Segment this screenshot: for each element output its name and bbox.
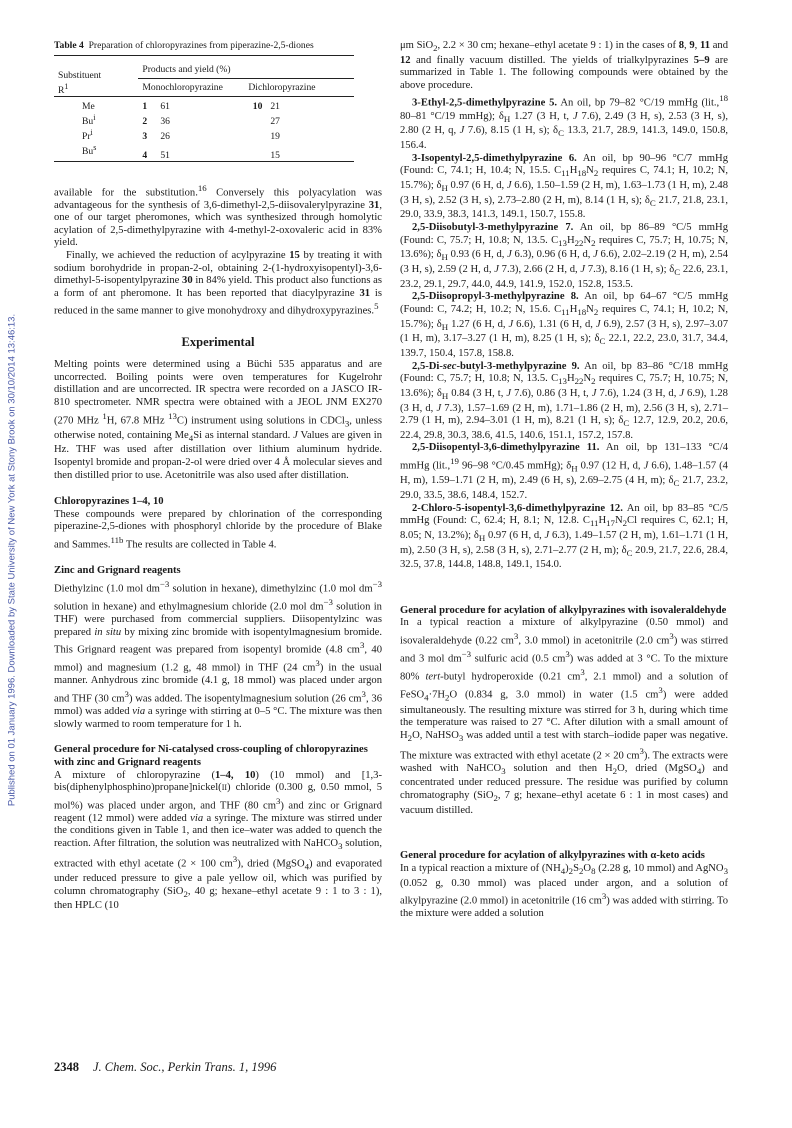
subheading-zinc-grignard: Zinc and Grignard reagents bbox=[54, 565, 181, 577]
paragraph: μm SiO$_2$, 2.2 × 30 cm; hexane–ethyl acetate 9 : 1) in the cases of 8, 9, 11 and 12 and finally vacuum distilled. The yields of trialkylpyrazines 5–9 are summarized in Table 1. The following compounds were obtained by the above procedure. bbox=[400, 40, 729, 91]
paragraph: In a typical reaction a mixture of $(NH_4)_2S_2O_8$ (2.28 g, 10 mmol) and AgNO$_3$ (0.052 g, 0.30 mmol) was placed under argon, and a solution of alkylpyrazine (2.0 mmol) in acetonitrile (16 $cm^3$) was added with stirring. To the mixture were added a solution bbox=[400, 862, 728, 920]
compound-entry: 2,5-Diisopentyl-3,6-dimethylpyrazine 11. An oil, bp 131–133 °C/4 mmHg (lit.,$^{19}$ 96–98 °C/0.45 mmHg); $\delta_H$ 0.97 (12 H, d, J 6.6), 1.48–1.57 (4 H, m), 1.59–1.71 (2 H, m), 2.49 (6 H, s), 2.69–2.75 (4 H, m); $\delta_C$ 21.7, 23.2, 29.0, 33.5, 38.6, 148.4, 152.7. bbox=[400, 442, 729, 501]
subheading-acylation-isovaleraldehyde: General procedure for acylation of alkylpyrazines with isovaleraldehyde bbox=[400, 604, 727, 616]
paragraph: A mixture of chloropyrazine (1–4, 10) (10 mmol) and [1,3-bis(diphenylphosphino)propane]nickel(II) chloride (0.300 g, 0.50 mmol, 5 mol%) was placed under argon, and THF (80 $cm^3$) and zinc or Grignard reagent (12 mmol) were added via a syringe. The mixture was stirred under the conditions given in Table 1, and then ice–water was added to quench the reaction. After filtration, the solution was neutralized with NaHCO$_3$ solution, extracted with ethyl acetate (2 × 100 $cm^3$), dried (MgSO$_4$) and evaporated under reduced pressure to give a pale yellow oil, which was purified by column chromatography (SiO$_2$, 40 g; hexane–ethyl acetate 9 : 1 to 3 : 1), then HPLC (10 bbox=[54, 769, 383, 912]
compound-entry: 3-Isopentyl-2,5-dimethylpyrazine 6. An oil, bp 90–96 °C/7 mmHg (Found: C, 74.1; H, 10.4; N, 15.5. $C_{11}H_{18}N_2$ requires C, 74.1; H, 10.2; N, 15.7%); $\delta_H$ 0.97 (6 H, d, J 6.6), 1.50–1.59 (2 H, m), 1.63–1.73 (1 H, m), 2.48 (3 H, s), 2.52 (3 H, s), 2.73–2.80 (2 H, m), 8.14 (1 H, s); $\delta_C$ 21.7, 21.8, 23.1, 29.0, 33.9, 38.3, 141.3, 149.1, 150.7, 155.8. bbox=[400, 152, 728, 221]
compound-entry: 2,5-Diisobutyl-3-methylpyrazine 7. An oil, bp 86–89 °C/5 mmHg (Found: C, 75.7; H, 10.8; N, 13.5. $C_{13}H_{22}N_2$ requires C, 75.7; H, 10.75; N, 13.6%); $\delta_H$ 0.93 (6 H, d, J 6.3), 0.96 (6 H, d, J 6.6), 2.02–2.19 (2 H, m), 2.54 (3 H, s), 2.59 (2 H, d, J 7.3), 2.66 (2 H, d, J 7.3), 8.16 (1 H, s); $\delta_C$ 22.6, 23.1, 23.2, 29.1, 29.7, 44.0, 44.9, 141.9, 152.0, 152.8, 153.5. bbox=[400, 221, 728, 290]
download-note: Published on 01 January 1996. Downloaded by State University of New York at Stony Brook on 30/10/2014 13:46:13. bbox=[6, 313, 18, 807]
col-header-products: Products and yield (%) bbox=[138, 60, 354, 79]
compound-entry: 2,5-Diisopropyl-3-methylpyrazine 8. An oil, bp 64–67 °C/5 mmHg (Found: C, 74.2; H, 10.2; N, 15.6. $C_{11}H_{18}N_2$ requires C, 74.1; H, 10.2; N, 15.7%); $\delta_H$ 1.27 (6 H, d, J 6.6), 1.31 (6 H, d, J 6.9), 2.57 (3 H, s), 2.97–3.07 (1 H, m), 3.17–3.27 (1 H, m), 8.25 (1 H, s); $\delta_C$ 22.1, 22.2, 23.0, 31.7, 34.4, 139.7, 150.4, 157.8, 158.8. bbox=[400, 291, 728, 359]
table-row: Pr$^i$ 3 26 19 bbox=[82, 128, 280, 143]
paragraph: Melting points were determined using a Büchi 535 apparatus and are uncorrected. Boiling points were oven temperatures for Kugelrohr distillation and are uncorrected. IR spectra were recorded on a JASCO IR-810 spectrometer. NMR spectra were obtained with a JEOL JNM EX270 (270 MHz $^1$H, 67.8 MHz $^{13}$C) instrument using solutions in CDCl$_3$, unless otherwise noted, containing $Me_4Si$ as internal standard. J Values are given in Hz. THF was used after distillation over lithium aluminum hydride. Isopentyl bromide and propan-2-ol were dried over 4 Å molecular sieves and then distilled prior to use. Acetonitrile was also used after distillation. bbox=[54, 359, 382, 481]
compound-entry: 2,5-Di-sec-butyl-3-methylpyrazine 9. An oil, bp 83–86 °C/18 mmHg (Found: C, 75.7; H, 10.8; N, 13.5. $C_{13}H_{22}N_2$ requires C, 75.7; H, 10.75; N, 13.6%); $\delta_H$ 0.84 (3 H, t, J 7.6), 0.86 (3 H, t, J 7.6), 1.24 (3 H, d, J 6.9), 1.28 (3 H, d, J 7.3), 1.57–1.69 (2 H, m), 1.71–1.86 (2 H, m), 2.56 (3 H, s), 2.71–2.79 (1 H, m), 2.94–3.01 (1 H, m), 8.21 (1 H, s); $\delta_C$ 12.7, 12.9, 20.2, 20.6, 22.4, 29.8, 30.3, 38.6, 41.5, 140.6, 151.1, 157.2, 157.8. bbox=[400, 360, 729, 441]
table-row: Bu$^s$ 4 51 15 bbox=[82, 143, 280, 161]
table-top-rule bbox=[54, 55, 354, 56]
page-footer bbox=[54, 1060, 276, 1075]
subheading-acylation-keto-acids: General procedure for acylation of alkylpyrazines with α-keto acids bbox=[400, 850, 705, 862]
col-header-mono: Monochloropyrazine bbox=[142, 82, 223, 93]
compound-entry: 2-Chloro-5-isopentyl-3,6-dimethylpyrazine 12. An oil, bp 83–85 °C/5 mmHg (Found: C, 62.4; H, 8.1; N, 12.8. $C_{11}H_{17}N_2Cl$ requires C, 62.1; H, 8.05; N, 13.2%); $\delta_H$ 0.97 (6 H, d, J 6.3), 1.49–1.57 (2 H, m), 1.61–1.71 (1 H, m), 2.50 (3 H, s), 2.58 (3 H, s), 2.71–2.77 (2 H, m); $\delta_C$ 20.9, 21.7, 22.6, 28.4, 32.5, 37.8, 144.8, 148.8, 149.1, 154.0. bbox=[400, 502, 728, 571]
table-title: Preparation of chloropyrazines from piperazine-2,5-diones bbox=[88, 40, 314, 51]
paragraph: Finally, we achieved the reduction of acylpyrazine 15 by treating it with sodium borohydride in propan-2-ol, obtaining 2-(1-hydroxyisopentyl)-3,6-dimethyl-5-isopentylpyrazine 30 in 84% yield. This product also functions as a form of ant pheromone. It has been reported that diacylpyrazine 31 is reduced in the same manner to give monohydroxy and dihydroxypyrazines.$^5$ bbox=[54, 250, 383, 317]
table-4: Substituent $R^1$ Products and yield (%) Monochloropyrazine Dichloropyrazine Me 1 61 10 21 Bu$^i$ 2 36 27 Pr$^i$ 3 26 19 Bu$^s$ 4 51 15 bbox=[54, 60, 354, 161]
col-header-substituent: Substituent bbox=[58, 69, 102, 81]
col-header-di: Dichloropyrazine bbox=[248, 82, 316, 93]
journal-citation: J. Chem. Soc., Perkin Trans. 1, 1996 bbox=[93, 1060, 277, 1074]
col-header-r: R bbox=[58, 85, 65, 96]
section-heading-experimental: Experimental bbox=[181, 334, 255, 349]
page-number: 2348 bbox=[54, 1060, 79, 1074]
subheading-ni-coupling: General procedure for Ni-catalysed cross-coupling of chloropyrazines with zinc and Grignard reagents bbox=[54, 744, 368, 768]
subheading-chloropyrazines: Chloropyrazines 1–4, 10 bbox=[54, 496, 164, 508]
paragraph: These compounds were prepared by chlorination of the corresponding piperazine-2,5-diones with phosphoryl chloride by the procedure of Blake and Sammes.$^{11b}$ The results are collected in Table 4. bbox=[54, 508, 382, 551]
paragraph: available for the substitution.$^{16}$ Conversely this polyacylation was advantageous for the synthesis of 3,6-dimethyl-2,5-diisovalerylpyrazine 31, one of our target pheromones, which was synthesized through homolytic acylation of 2,5-dimethylpyrazine with 4-methyl-2-oxovaleric acid in 83% yield. bbox=[54, 182, 382, 249]
left-column bbox=[54, 40, 382, 913]
table-caption bbox=[54, 40, 382, 52]
paragraph: In a typical reaction a mixture of alkylpyrazine (0.50 mmol) and isovaleraldehyde (0.22 $cm^3$, 3.0 mmol) in acetonitrile (2.0 $cm^3$) was stirred and 3 mol $dm^{-3}$ sulfuric acid (0.5 $cm^3$) was added at 3 °C. To the mixture 80% tert-butyl hydroperoxide (0.21 $cm^3$, 2.1 mmol) and a solution of $FeSO_4\cdot 7H_2O$ (0.834 g, 3.0 mmol) in water (1.5 $cm^3$) were added simultaneously. The resulting mixture was stirred for 3 h, during which time the temperature was raised to 27 °C. After dilution with a small amount of $H_2O$, NaHSO$_3$ was added until a test with starch–iodide paper was negative. The mixture was extracted with ethyl acetate (2 × 20 $cm^3$). The extracts were washed with NaHCO$_3$ solution and then $H_2O$, dried (MgSO$_4$) and concentrated under reduced pressure. The residue was purified by column chromatography (SiO$_2$, 7 g; hexane–ethyl acetate 6 : 1 in most cases) and vacuum distilled. bbox=[400, 617, 729, 816]
table-row: Bu$^i$ 2 36 27 bbox=[82, 113, 280, 128]
table-row: Me 1 61 10 21 bbox=[82, 101, 280, 112]
compound-entry: 3-Ethyl-2,5-dimethylpyrazine 5. An oil, bp 79–82 °C/19 mmHg (lit.,$^{18}$ 80–81 °C/19 mmHg); $\delta_H$ 1.27 (3 H, t, J 7.6), 2.49 (3 H, s), 2.53 (3 H, s), 2.80 (2 H, q, J 7.6), 8.15 (1 H, s); $\delta_C$ 13.3, 21.7, 28.9, 141.3, 149.0, 150.8, 156.4. bbox=[400, 93, 729, 152]
table-bottom-rule bbox=[54, 161, 354, 162]
download-note-sidebar bbox=[2, 0, 22, 1128]
paragraph: Diethylzinc (1.0 mol $dm^{-3}$ solution in hexane), dimethylzinc (1.0 mol $dm^{-3}$ solution in hexane) and ethylmagnesium chloride (2.0 mol $dm^{-3}$ solution in THF) were purchased from commercial suppliers. Diisopentylzinc was prepared in situ by mixing zinc bromide with isopentylmagnesium bromide. This Grignard reagent was prepared from isopentyl bromide (4.8 $cm^3$, 40 mmol) and magnesium (1.2 g, 48 mmol) in THF (24 $cm^3$) in the usual manner. Anhydrous zinc bromide (4.1 g, 18 mmol) was placed under argon and THF (30 $cm^3$) was added. The isopentylmagnesium solution (26 $cm^3$, 36 mmol) was added via a syringe with stirring at 0–5 °C. The mixture was then slowly warmed to room temperature for 1 h. bbox=[54, 578, 383, 730]
right-column bbox=[400, 40, 728, 921]
table-label: Table 4 bbox=[54, 40, 84, 51]
